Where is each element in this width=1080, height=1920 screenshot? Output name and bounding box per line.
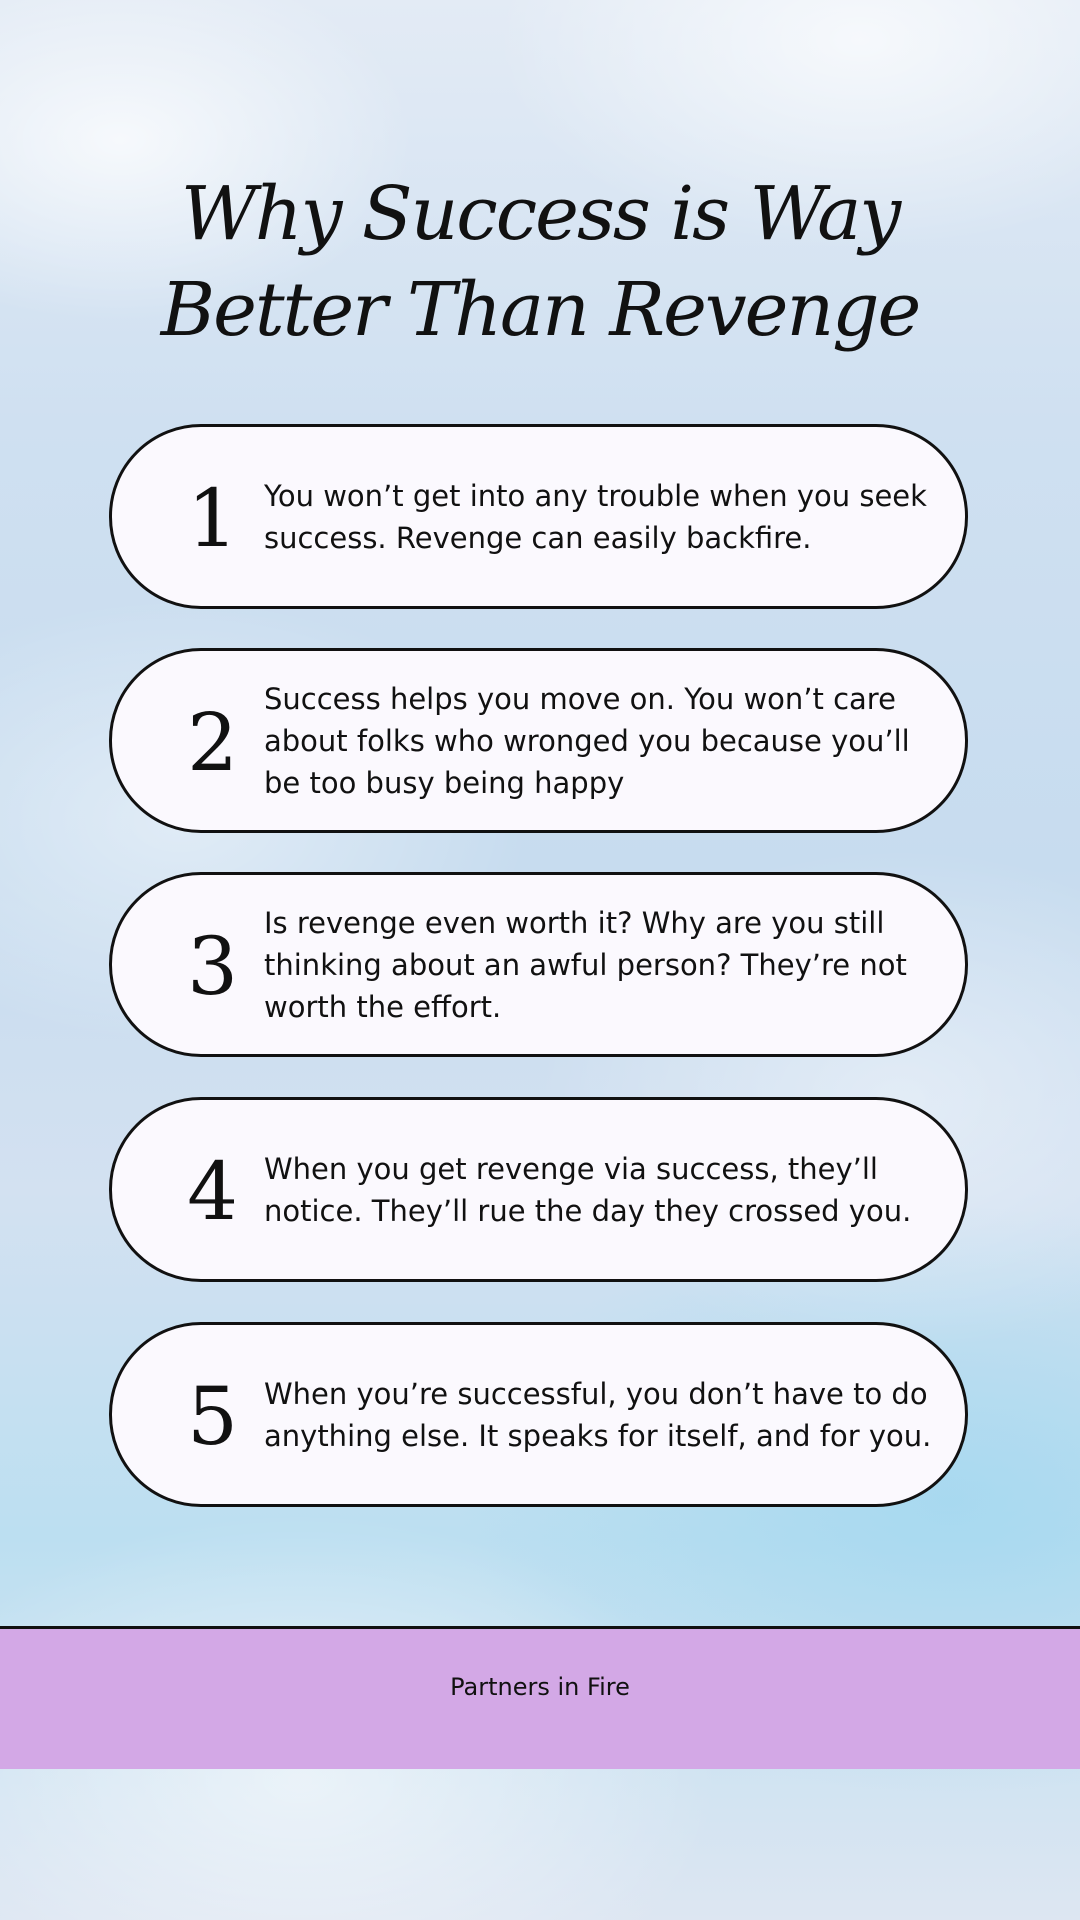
footer-band — [0, 1626, 1080, 1769]
item-text: Is revenge even worth it? Why are you still thinking about an awful person? They’re not worth the effort. — [264, 905, 907, 1024]
list-item-1 — [109, 424, 968, 609]
item-number: 4 — [187, 1144, 238, 1238]
item-number: 3 — [187, 919, 238, 1013]
item-number: 2 — [187, 695, 238, 789]
item-number: 5 — [187, 1369, 238, 1463]
item-text: When you’re successful, you don’t have to do anything else. It speaks for itself, and for you. — [264, 1376, 932, 1453]
footer-brand-text: Partners in Fire — [450, 1673, 630, 1701]
list-item-4 — [109, 1097, 968, 1282]
item-text: When you get revenge via success, they’ll notice. They’ll rue the day they crossed you. — [264, 1151, 912, 1228]
item-number: 1 — [187, 471, 238, 565]
page-title: Why Success is Way Better Than Revenge — [160, 171, 920, 353]
list-item-2 — [109, 648, 968, 833]
item-text: You won’t get into any trouble when you seek success. Revenge can easily backfire. — [264, 478, 927, 555]
list-item-5 — [109, 1322, 968, 1507]
list-item-3 — [109, 872, 968, 1057]
item-text: Success helps you move on. You won’t care about folks who wronged you because you’ll be too busy being happy — [264, 681, 910, 800]
